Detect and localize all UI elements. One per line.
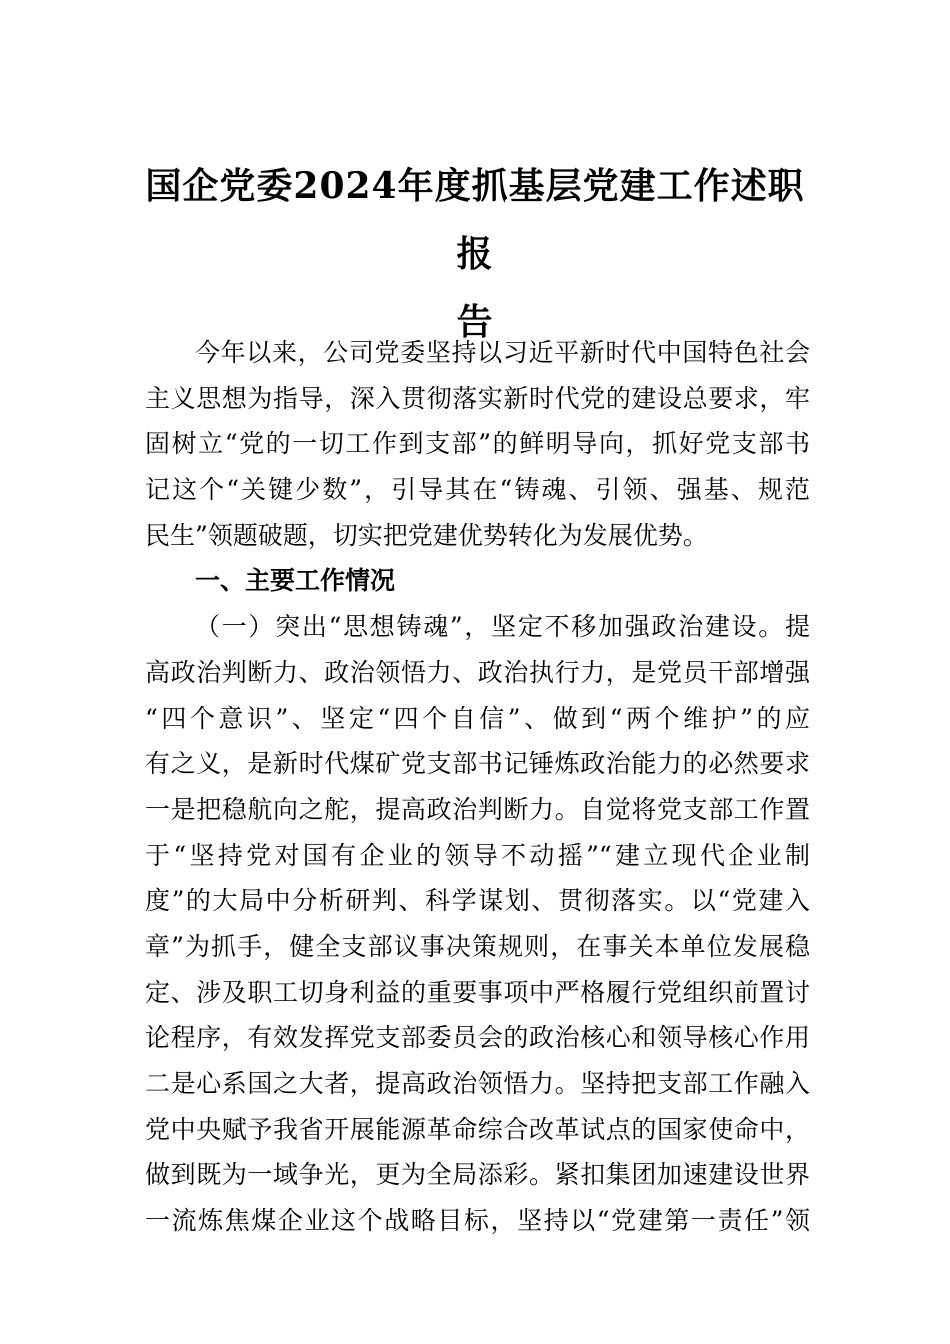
intro-paragraph-line: 主义思想为指导，深入贯彻落实新时代党的建设总要求，牢 — [145, 383, 810, 413]
document-title — [140, 152, 810, 356]
section-paragraph-line: 论程序，有效发挥党支部委员会的政治核心和领导核心作用 — [145, 1023, 810, 1053]
section-paragraph-line: 一流炼焦煤企业这个战略目标，坚持以“党建第一责任”领 — [145, 1206, 810, 1236]
section-paragraph-line: 二是心系国之大者，提高政治领悟力。坚持把支部工作融入 — [145, 1069, 810, 1098]
intro-paragraph-line: 今年以来，公司党委坚持以习近平新时代中国特色社会 — [195, 338, 810, 367]
section-paragraph-line: 做到既为一域争光，更为全局添彩。紧扣集团加速建设世界 — [145, 1160, 810, 1190]
intro-paragraph-line: 记这个“关键少数”，引导其在“铸魂、引领、强基、规范 — [145, 475, 810, 505]
section-paragraph-line: （一）突出“思想铸魂”，坚定不移加强政治建设。提 — [195, 612, 810, 642]
intro-paragraph-line: 民生”领题破题，切实把党建优势转化为发展优势。 — [145, 520, 708, 550]
section-heading: 一、主要工作情况 — [195, 566, 396, 596]
section-paragraph-line: 于“坚持党对国有企业的领导不动摇”“建立现代企业制 — [145, 840, 810, 870]
title-line-1: 国企党委2024年度抓基层党建工作述职报 — [145, 165, 805, 275]
section-paragraph-line: 高政治判断力、政治领悟力、政治执行力，是党员干部增强 — [145, 657, 810, 687]
section-paragraph-line: 有之义，是新时代煤矿党支部书记锤炼政治能力的必然要求 — [145, 749, 810, 779]
section-paragraph-line: 度”的大局中分析研判、科学谋划、贯彻落实。以“党建入 — [145, 886, 810, 916]
section-paragraph-line: 党中央赋予我省开展能源革命综合改革试点的国家使命中， — [145, 1114, 810, 1144]
section-paragraph-line: “四个意识”、坚定“四个自信”、做到“两个维护”的应 — [145, 703, 810, 733]
section-paragraph-line: 章”为抓手，健全支部议事决策规则，在事关本单位发展稳 — [145, 931, 810, 961]
section-paragraph-line: 一是把稳航向之舵，提高政治判断力。自觉将党支部工作置 — [145, 794, 810, 824]
intro-paragraph-line: 固树立“党的一切工作到支部”的鲜明导向，抓好党支部书 — [145, 429, 810, 459]
title-line-2: 告 — [456, 301, 494, 343]
document-body — [145, 330, 810, 1244]
section-paragraph-line: 定、涉及职工切身利益的重要事项中严格履行党组织前置讨 — [145, 977, 810, 1007]
